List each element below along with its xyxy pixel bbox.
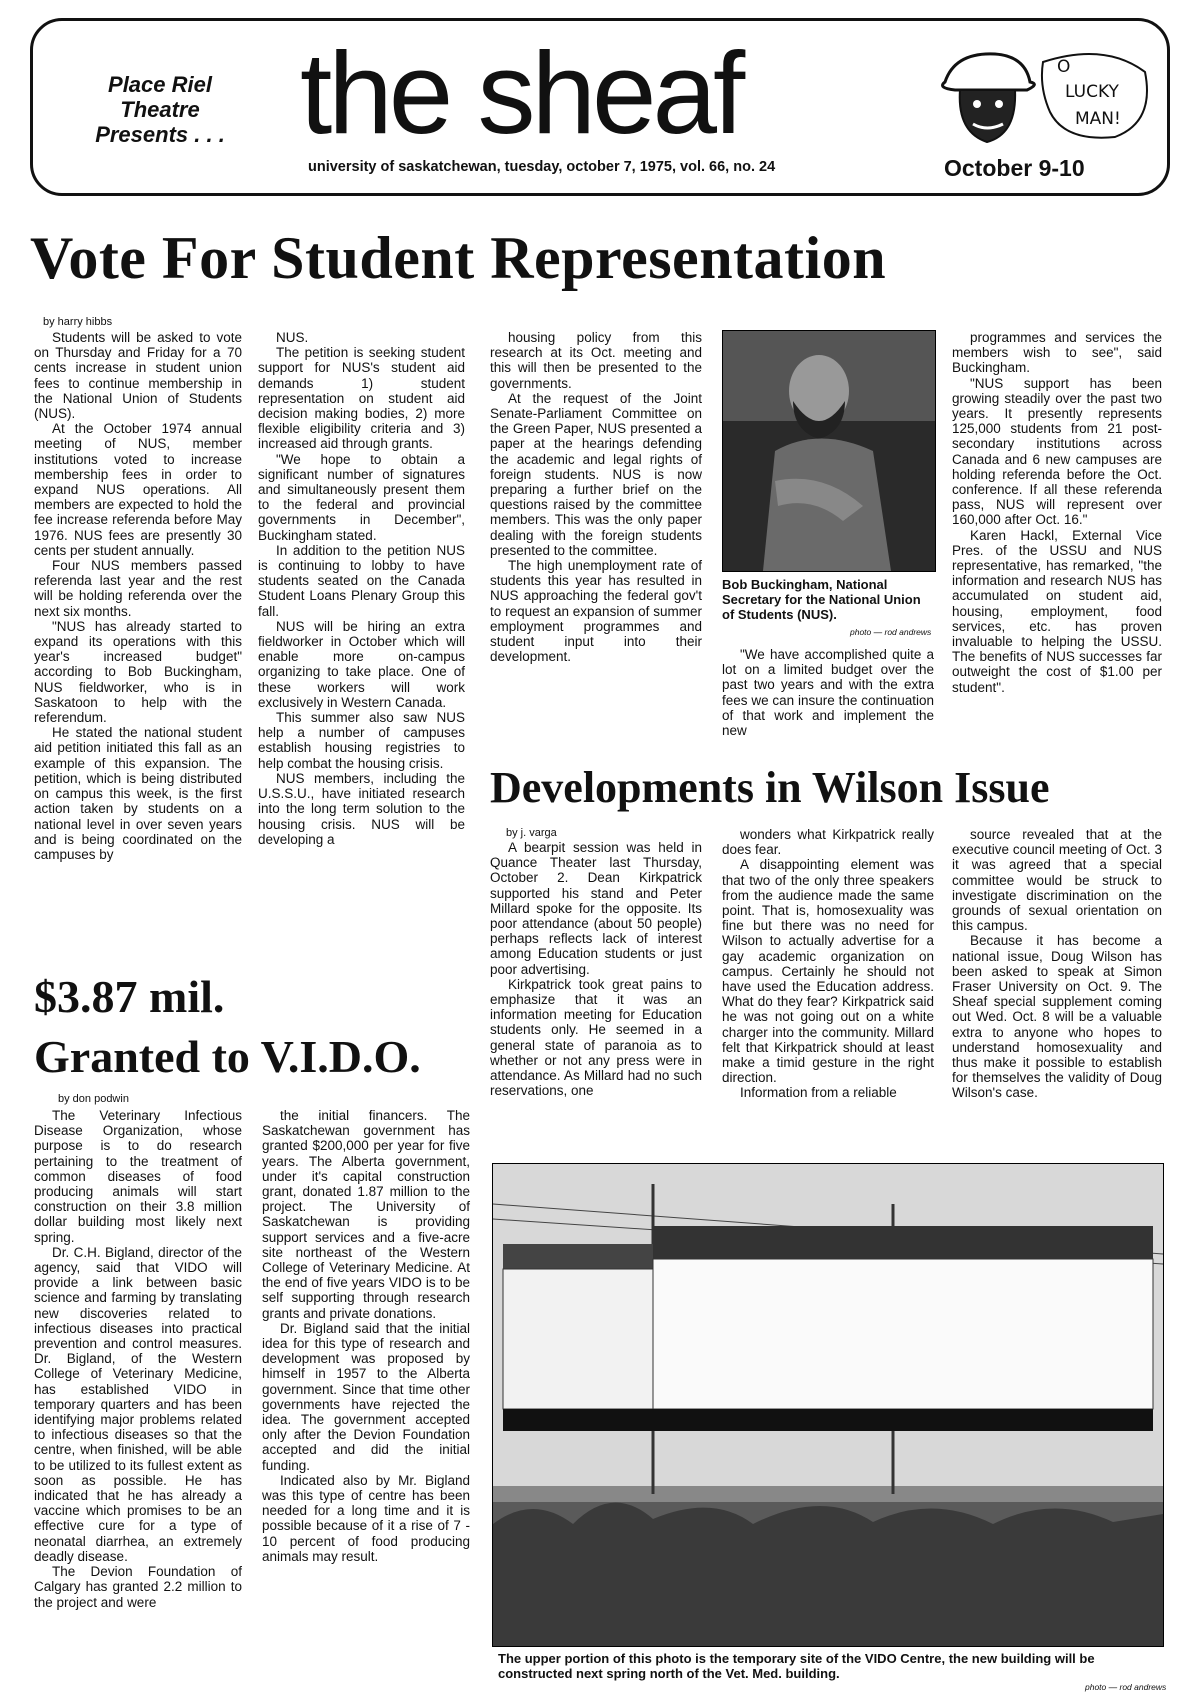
hat-icon bbox=[943, 54, 1035, 90]
vido-column-2: the initial financers. The Saskatchewan government has granted $200,000 per year for five years. The Alberta government, under it's capital construction grant, donated 1.87 million to the project. The University of Saskatchewan is providing support services and a five-acre site northeast of the Western College of Veterinary Medicine. At the end of five years VIDO is to be self supporting through research grants and private donations. Dr. Bigland said that the initial idea for this type of research and development was proposed by himself in 1957 to the Alberta government. Since that time other governments have rejected the idea. The government accepted only after the Devion Foundation accepted and did the initial funding. Indicated also by Mr. Bigland was this type of centre has been needed for a long time and it is possible because of it a rise of 7 - 10 percent of food producing animals may result. bbox=[262, 1108, 470, 1564]
headline-vido-line-1: $3.87 mil. bbox=[34, 971, 225, 1022]
newspaper-title: the sheaf bbox=[300, 28, 742, 158]
theatre-promo bbox=[60, 72, 260, 147]
buckingham-photo-credit: photo — rod andrews bbox=[850, 627, 932, 637]
sketch-note-3: MAN! bbox=[1075, 109, 1121, 129]
wilson-column-1: A bearpit session was held in Quance Theater last Thursday, October 2. Dean Kirkpatrick supported his stand and Peter Millard spoke for the opposite. Its poor attendance (about 50 people) perhaps reflects lack of interest among Education students or just poor advertising. Kirkpatrick took great pains to emphasize that it was an information meeting for Education students only. He seemed in a general state of paranoia as to whether or not any press were in attendance. As Millard had no such reservations, one bbox=[490, 840, 702, 1099]
issue-line: university of saskatchewan, tuesday, october 7, 1975, vol. 66, no. 24 bbox=[308, 159, 776, 175]
promo-line-3: Presents . . . bbox=[95, 122, 225, 147]
promo-line-2: Theatre bbox=[120, 97, 200, 122]
vido-column-1: The Veterinary Infectious Disease Organization, whose purpose is to do research pertaining to the treatment of common diseases of food producing animals will start construction on their 3.8 million dollar building most likely next spring. Dr. C.H. Bigland, director of the agency, said that VIDO will provide a link between basic science and farming by translating new discoveries related to infectious diseases into practical prevention and control measures. Dr. Bigland, of the Western College of Veterinary Medicine, has established VIDO in temporary quarters and has been identifying major problems related to infectious diseases so that the centre, when finished, will be able to be utilized to its fullest extent as soon as possible. He has indicated that he has already a vaccine which promises to be an effective cure for a type of neonatal diarrhea, an extremely deadly disease. The Devion Foundation of Calgary has granted 2.2 million to the project and were bbox=[34, 1108, 242, 1610]
promo-line-1: Place Riel bbox=[108, 72, 212, 97]
face-icon bbox=[960, 90, 1015, 142]
nus-column-1: Students will be asked to vote on Thursday and Friday for a 70 cents increase in student union fees to continue membership in the National Union of Students (NUS). At the October 1974 annual meeting of NUS, member institutions voted to increase membership fees in order to expand NUS operations. All members are expected to hold the fee increase referenda before May 1976. NUS fees are presently 30 cents per student annually. Four NUS members passed referenda last year and the rest will be holding referenda over the next six months. "NUS has already started to expand its operations with this year's increased budget" according to Bob Buckingham, NUS fieldworker, who is in Saskatoon to help with the referendum. He stated the national student aid petition initiated this fall as an example of this expansion. The petition, which is being distributed on campus this week, is the first action taken by students on a national level in over seven years and is being coordinated on the campuses by bbox=[34, 330, 242, 862]
vido-photo-caption: The upper portion of this photo is the temporary site of the VIDO Centre, the new building will be constructed next spring north of the Vet. Med. building. bbox=[498, 1651, 1095, 1681]
byline-nus: by harry hibbs bbox=[43, 316, 113, 328]
headline-wilson: Developments in Wilson Issue bbox=[490, 763, 1050, 812]
sketch-note-1: O bbox=[1057, 57, 1071, 77]
headline-vido-line-2: Granted to V.I.D.O. bbox=[34, 1031, 421, 1082]
buckingham-photo bbox=[722, 330, 936, 572]
byline-vido: by don podwin bbox=[58, 1093, 129, 1105]
nus-column-2: NUS. The petition is seeking student support for NUS's student aid demands 1) student representation on student aid decision making bodies, 2) more flexible eligibility criteria and 3) increased aid through grants. "We hope to obtain a significant number of signatures and simultaneously present them to the federal and provincial governments in December", Buckingham stated. In addition to the petition NUS is continuing to lobby to have students seated on the Canada Student Loans Plenary Group this fall. NUS will be hiring an extra fieldworker in October which will enable more on-campus organizing to take place. One of these workers will work exclusively in Western Canada. This summer also saw NUS help a number of campuses establish housing registries to help combat the housing crisis. NUS members, including the U.S.S.U., have initiated research into the long term solution to the housing crisis. NUS will be developing a bbox=[258, 330, 465, 847]
headline-nus: Vote For Student Representation bbox=[30, 225, 887, 291]
sketch-note-2: LUCKY bbox=[1065, 82, 1119, 102]
wilson-column-2: wonders what Kirkpatrick really does fear. A disappointing element was that two of the only three speakers from the audience made the same point. That is, homosexuality was fine but there was no need for Wilson to actually advertise for a gay academic organization on campus. Certainly he should not have used the Education address. What do they fear? Kirkpatrick said he was not going out on a white charger into the community. Millard felt that Kirkpatrick should at least make a timid gesture in the right direction. Information from a reliable bbox=[722, 827, 934, 1101]
byline-wilson: by j. varga bbox=[506, 827, 557, 839]
nus-column-5: programmes and services the members wish to see", said Buckingham. "NUS support has been growing steadily over the past two years. It presently represents 125,000 students from 21 post-secondary institutions across Canada and 6 new campuses are holding referenda before the Oct. conference. If all these referenda pass, NUS will represent over 160,000 after Oct. 16." Karen Hackl, External Vice Pres. of the USSU and NUS representative, has remarked, "the information and research NUS has accumulated on student aid, housing, employment, food services, etc. has proven invaluable to helping the USSU. The benefits of NUS successes far outweight the cost of $1.00 per student". bbox=[952, 330, 1162, 695]
nus-column-3: housing policy from this research at its Oct. meeting and this will then be presented to the governments. At the request of the Joint Senate-Parliament Committee on the Green Paper, NUS presented a paper at the hearings defending the academic and legal rights of foreign students. NUS is now preparing a further brief on the questions raised by the committee members. This was the only paper dealing with the foreign students presented to the committee. The high unemployment rate of students this year has resulted in NUS approaching the federal gov't to request an expansion of summer employment programmes and student input into their development. bbox=[490, 330, 702, 665]
vido-photo-credit: photo — rod andrews bbox=[1085, 1682, 1167, 1692]
vido-site-photo bbox=[492, 1163, 1164, 1647]
promo-dates: October 9-10 bbox=[944, 155, 1085, 181]
buckingham-caption: Bob Buckingham, National Secretary for the National Union of Students (NUS). bbox=[722, 577, 921, 622]
nus-column-4: "We have accomplished quite a lot on a limited budget over the past two years and with the extra fees we can insure the continuation of that work and implement the new bbox=[722, 647, 934, 739]
wilson-column-3: source revealed that at the executive council meeting of Oct. 3 it was agreed that a special committee would be struck to investigate discrimination on the grounds of sexual orientation on this campus. Because it has become a national issue, Doug Wilson has been asked to speak at Simon Fraser University on Oct. 9. The Sheaf special supplement coming out Wed. Oct. 8 will be a valuable extra to anyone who hopes to understand homosexuality and thus make it possible to establish for themselves the validity of Doug Wilson's case. bbox=[952, 827, 1162, 1101]
cartoon-sketch bbox=[935, 42, 1165, 154]
